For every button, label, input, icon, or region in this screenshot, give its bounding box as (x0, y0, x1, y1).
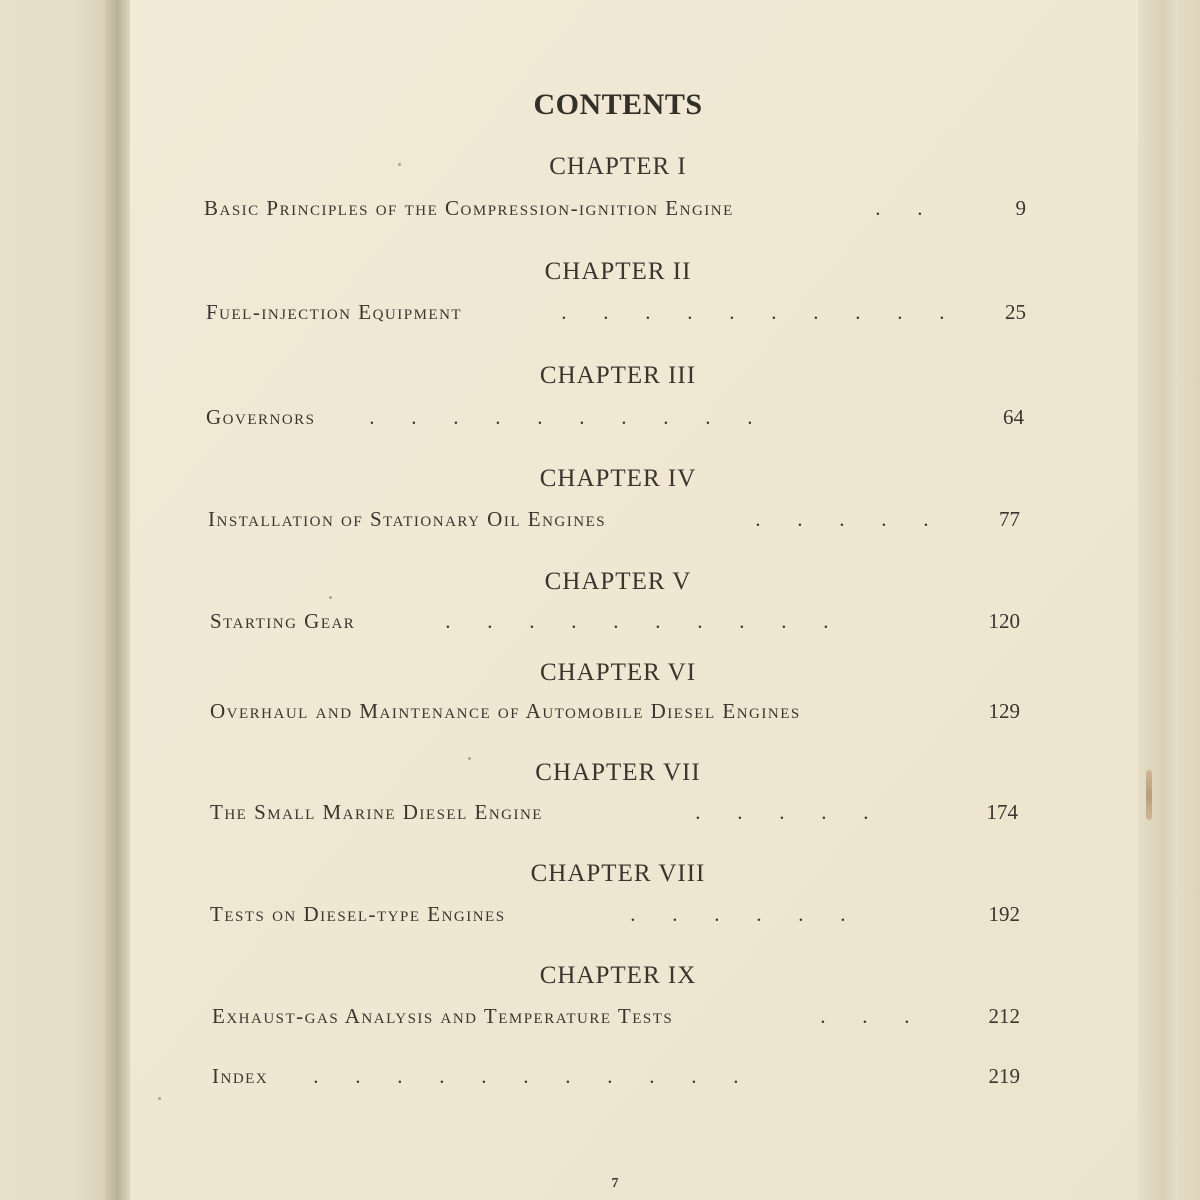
chapter-heading-4: CHAPTER IV (539, 465, 697, 492)
chapter-page-5: 120 (988, 609, 1020, 633)
chapter-leader-7: . . . . . (690, 800, 869, 824)
page-edge (1138, 0, 1200, 1200)
chapter-leader-4: . . . . . (750, 507, 929, 531)
chapter-title-7: The Small Marine Diesel Engine (210, 800, 543, 824)
chapter-page-3: 64 (1003, 405, 1024, 429)
chapter-title-3: Governors (206, 405, 316, 429)
index-title: Index (212, 1064, 269, 1088)
chapter-title-8: Tests on Diesel-type Engines (210, 902, 506, 926)
chapter-page-2: 25 (1005, 300, 1026, 324)
index-page: 219 (988, 1064, 1020, 1088)
chapter-title-1: Basic Principles of the Compression-ignition Engine (204, 196, 734, 220)
chapter-heading-7: CHAPTER VII (535, 759, 701, 786)
chapter-page-8: 192 (988, 902, 1020, 926)
paper-speck (158, 1097, 161, 1100)
chapter-leader-9: . . . (815, 1004, 910, 1028)
paper-speck (398, 163, 401, 166)
page-stain (1146, 770, 1152, 820)
facing-page (0, 0, 110, 1200)
page-title: CONTENTS (533, 88, 703, 121)
chapter-title-5: Starting Gear (210, 609, 356, 633)
chapter-title-2: Fuel-injection Equipment (206, 300, 463, 324)
chapter-leader-8: . . . . . . (625, 902, 846, 926)
chapter-page-1: 9 (1015, 196, 1026, 220)
paper-speck (329, 596, 332, 599)
chapter-leader-2: . . . . . . . . . . (556, 300, 945, 324)
chapter-heading-9: CHAPTER IX (539, 962, 697, 989)
chapter-heading-3: CHAPTER III (539, 362, 697, 389)
chapter-leader-5: . . . . . . . . . . (440, 609, 829, 633)
chapter-title-4: Installation of Stationary Oil Engines (208, 507, 607, 531)
chapter-page-4: 77 (999, 507, 1020, 531)
chapter-title-6: Overhaul and Maintenance of Automobile Diesel Engines (210, 699, 801, 723)
chapter-heading-5: CHAPTER V (544, 568, 692, 595)
chapter-page-6: 129 (988, 699, 1020, 723)
page-number: 7 (611, 1176, 619, 1191)
chapter-leader-1: . . (870, 196, 923, 220)
chapter-heading-1: CHAPTER I (549, 153, 687, 180)
chapter-leader-3: . . . . . . . . . . (364, 405, 753, 429)
book-gutter (105, 0, 133, 1200)
paper-speck (468, 757, 471, 760)
chapter-heading-6: CHAPTER VI (539, 659, 697, 686)
chapter-page-9: 212 (988, 1004, 1020, 1028)
chapter-page-7: 174 (986, 800, 1018, 824)
chapter-title-9: Exhaust-gas Analysis and Temperature Tests (212, 1004, 674, 1028)
index-leader: . . . . . . . . . . . (308, 1064, 739, 1088)
chapter-heading-8: CHAPTER VIII (530, 860, 706, 887)
chapter-heading-2: CHAPTER II (544, 258, 692, 285)
